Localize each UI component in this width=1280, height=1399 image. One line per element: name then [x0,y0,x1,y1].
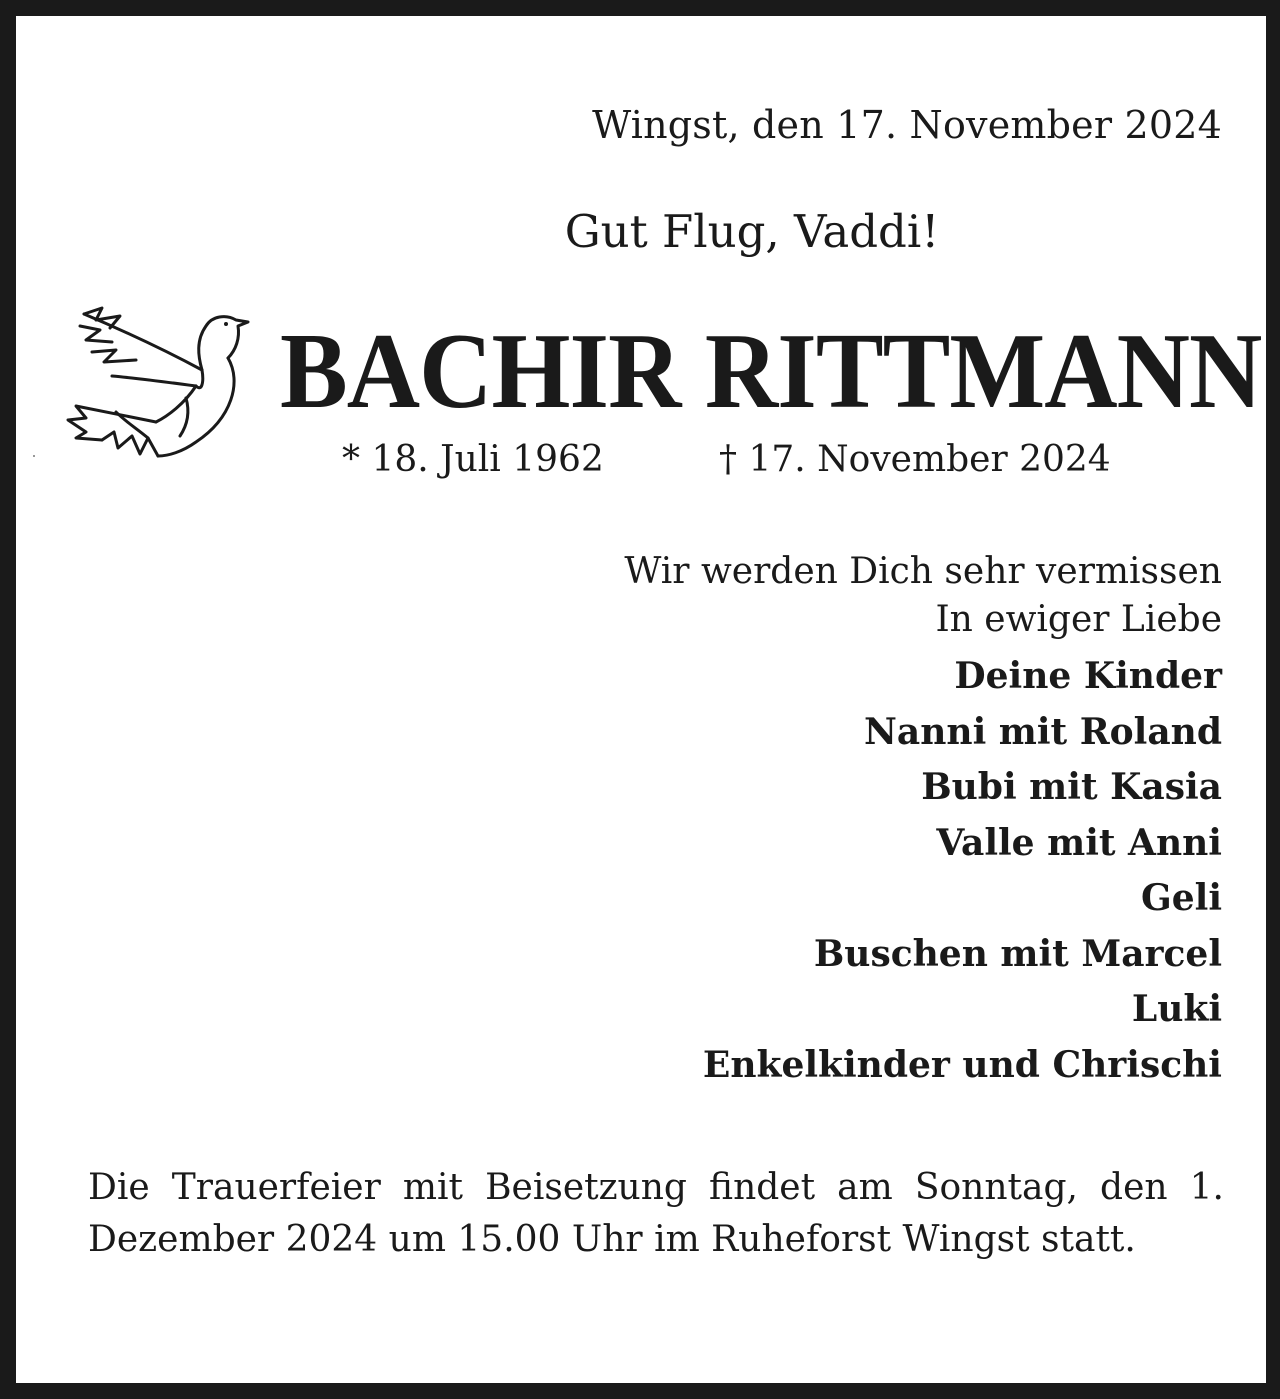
mourner-name: Valle mit Anni [936,821,1222,864]
love-line: In ewiger Liebe [935,599,1222,640]
mourner-name: Luki [1131,988,1222,1030]
birth-date: * 18. Juli 1962 [342,439,604,480]
mourner-name: Geli [1141,877,1222,919]
print-speck [33,455,35,457]
mourner-name: Deine Kinder [954,655,1222,697]
mourner-name: Enkelkinder und Chrischi [702,1043,1222,1086]
dove-icon [56,286,256,466]
funeral-notice: Die Trauerfeier mit Beisetzung findet am Sonntag, den 1. Dezember 2024 um 15.00 Uhr im Ruheforst Wingst statt. [88,1167,1224,1260]
mourner-name: Bubi mit Kasia [921,766,1222,808]
mourner-name: Nanni mit Roland [864,710,1222,753]
place-date: Wingst, den 17. November 2024 [592,103,1222,147]
deceased-name: BACHIR RITTMANN [280,312,1262,431]
motto: Gut Flug, Vaddi! [564,205,940,258]
mourner-name: Buschen mit Marcel [813,932,1222,975]
death-date: † 17. November 2024 [719,439,1111,480]
farewell-line: Wir werden Dich sehr vermissen [624,551,1222,592]
mourners-block [624,548,1222,1093]
